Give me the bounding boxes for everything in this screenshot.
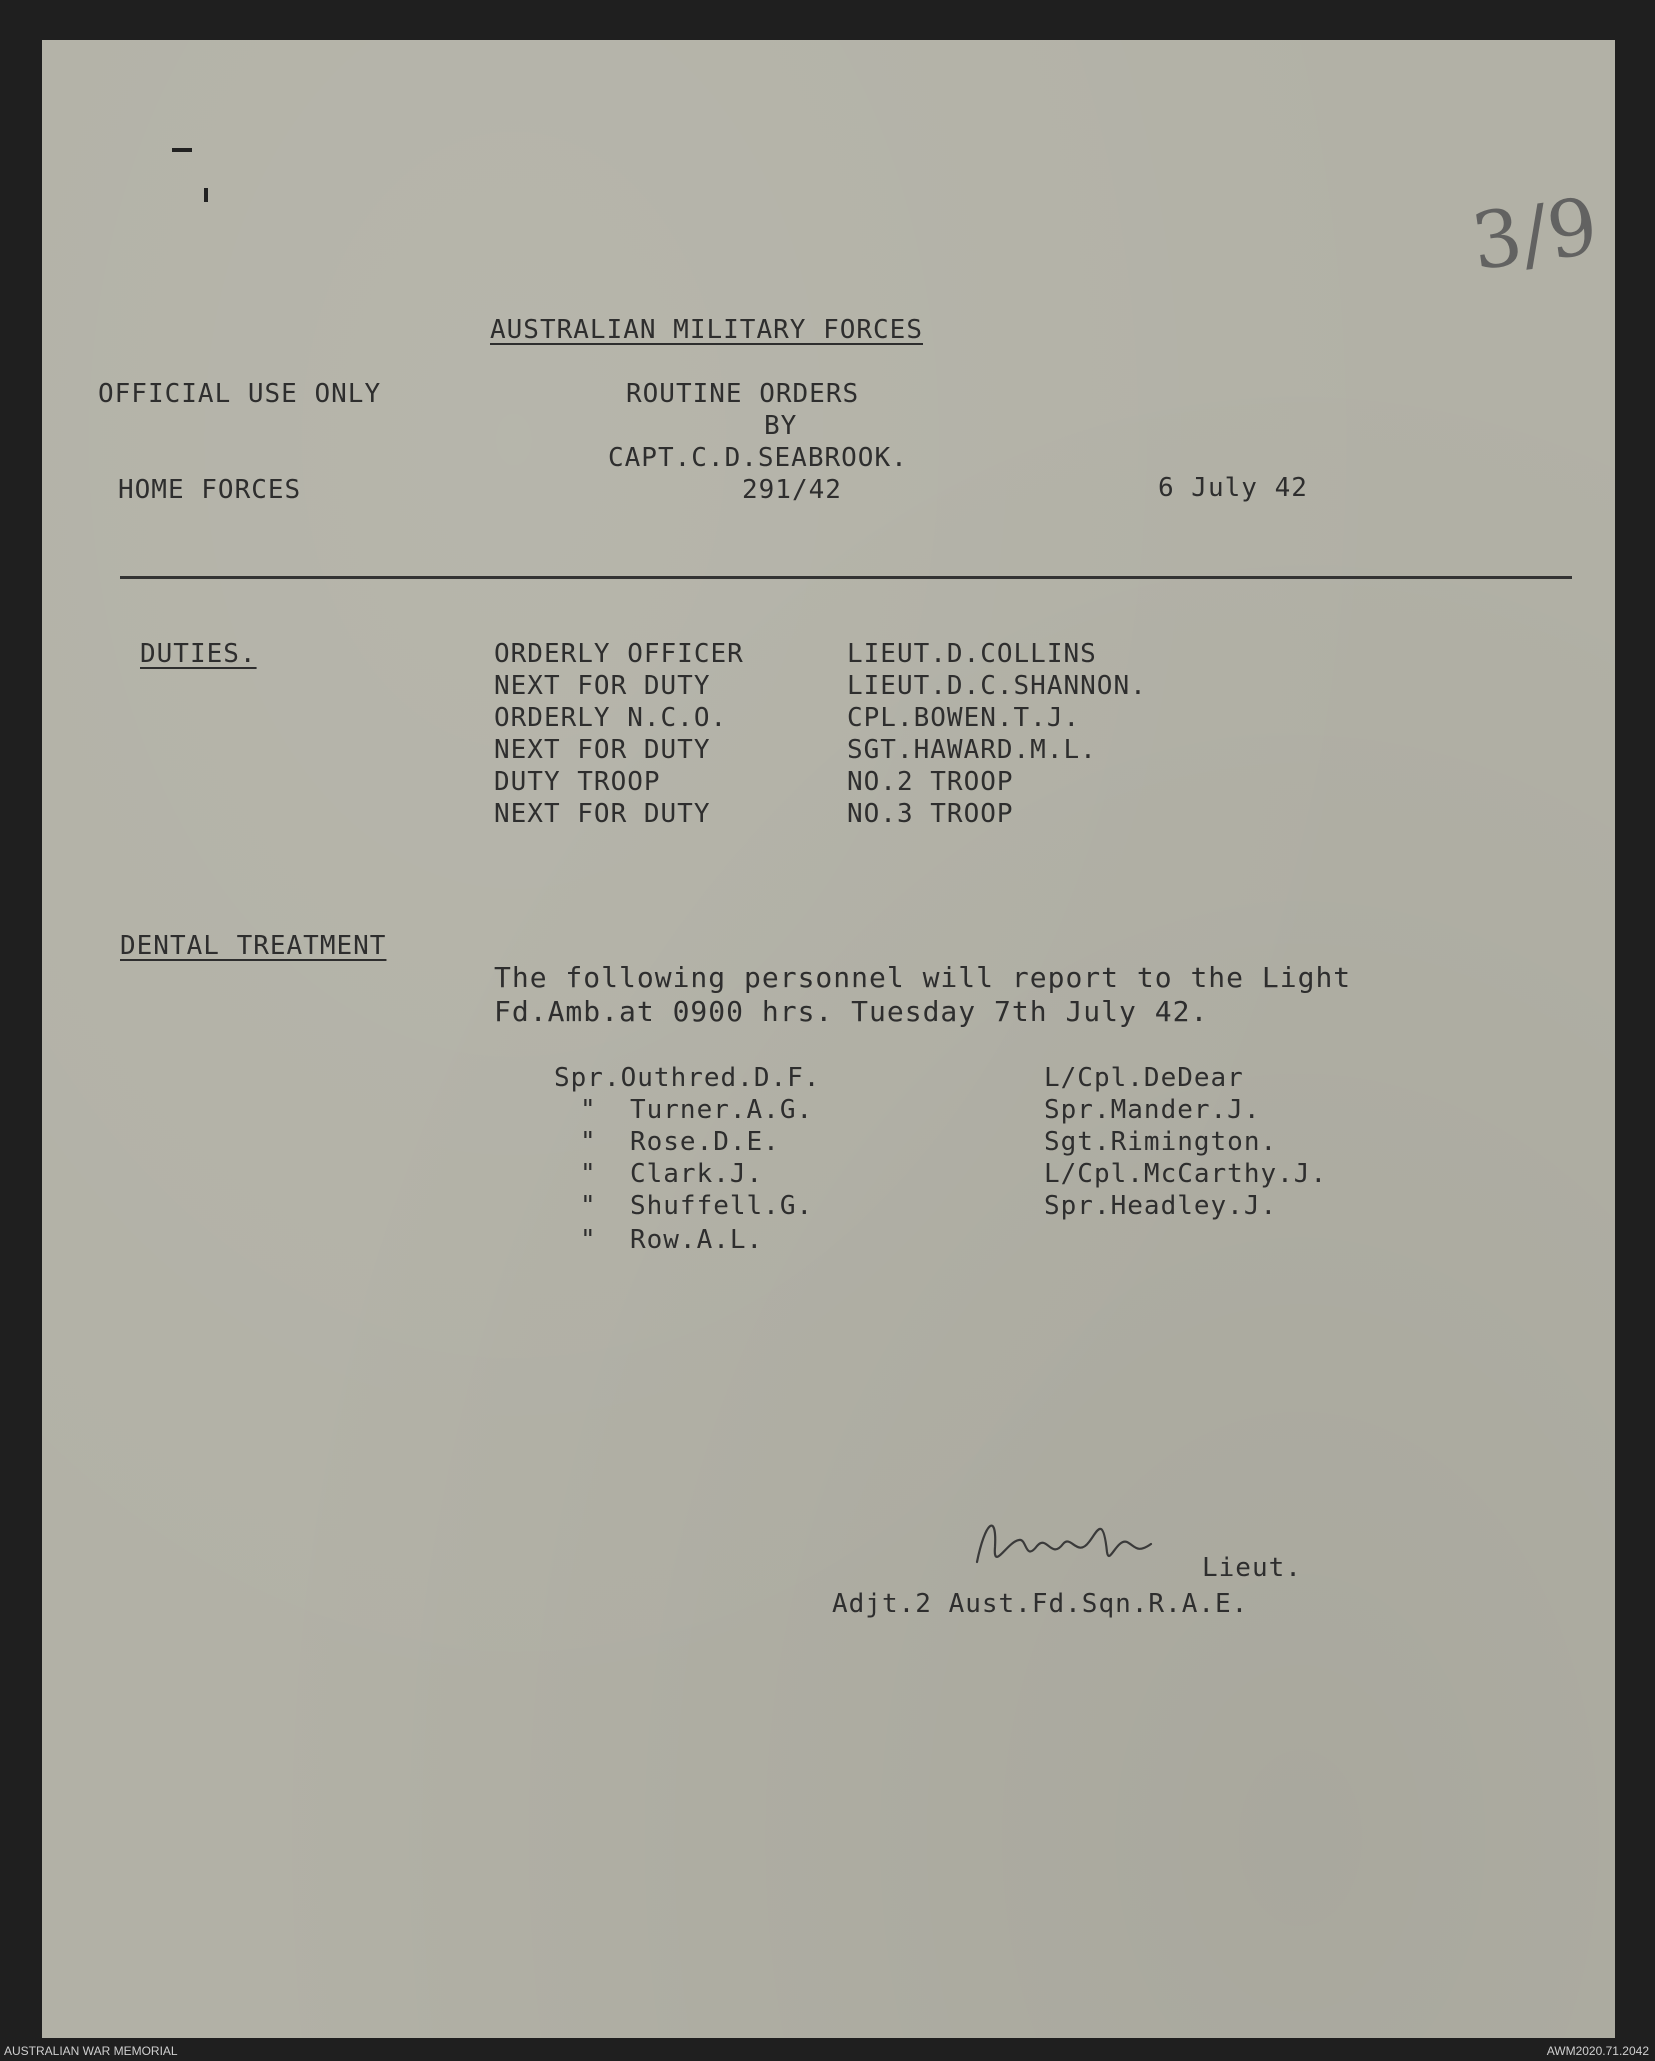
orders-heading-line-2: BY bbox=[764, 411, 798, 441]
dental-heading: DENTAL TREATMENT bbox=[120, 931, 387, 961]
personnel-entry: Spr.Outhred.D.F. bbox=[554, 1063, 821, 1093]
document-title: AUSTRALIAN MILITARY FORCES bbox=[490, 315, 923, 345]
order-date: 6 July 42 bbox=[1158, 473, 1308, 503]
footer-institution: AUSTRALIAN WAR MEMORIAL bbox=[4, 2044, 178, 2058]
signatory-rank: Lieut. bbox=[1202, 1553, 1302, 1583]
document-page bbox=[42, 40, 1615, 2038]
folio-number: 3/9 bbox=[1466, 181, 1604, 289]
command-label: HOME FORCES bbox=[118, 475, 302, 505]
ink-mark bbox=[172, 148, 192, 152]
personnel-entry: " Turner.A.G. bbox=[580, 1095, 814, 1125]
duty-role: DUTY TROOP bbox=[494, 767, 661, 797]
duty-role: NEXT FOR DUTY bbox=[494, 799, 711, 829]
personnel-entry: L/Cpl.McCarthy.J. bbox=[1044, 1159, 1328, 1189]
ink-mark bbox=[204, 188, 208, 202]
duty-assignee: LIEUT.D.COLLINS bbox=[847, 639, 1097, 669]
personnel-entry: Spr.Mander.J. bbox=[1044, 1095, 1261, 1125]
duties-heading: DUTIES. bbox=[140, 639, 257, 669]
duty-role: ORDERLY OFFICER bbox=[494, 639, 744, 669]
orders-heading-line-3: CAPT.C.D.SEABROOK. bbox=[608, 443, 908, 473]
personnel-entry: " Rose.D.E. bbox=[580, 1127, 780, 1157]
duty-assignee: CPL.BOWEN.T.J. bbox=[847, 703, 1081, 733]
signatory-appointment: Adjt.2 Aust.Fd.Sqn.R.A.E. bbox=[832, 1589, 1249, 1619]
duty-role: NEXT FOR DUTY bbox=[494, 735, 711, 765]
personnel-entry: Spr.Headley.J. bbox=[1044, 1191, 1278, 1221]
personnel-entry: Sgt.Rimington. bbox=[1044, 1127, 1278, 1157]
order-number: 291/42 bbox=[742, 475, 842, 505]
duty-assignee: NO.2 TROOP bbox=[847, 767, 1014, 797]
personnel-entry: L/Cpl.DeDear bbox=[1044, 1063, 1244, 1093]
duty-assignee: SGT.HAWARD.M.L. bbox=[847, 735, 1097, 765]
personnel-entry: " Row.A.L. bbox=[580, 1225, 764, 1255]
handwritten-signature bbox=[967, 1502, 1187, 1592]
header-divider bbox=[120, 576, 1572, 579]
classification-label: OFFICIAL USE ONLY bbox=[98, 379, 382, 409]
footer-accession-number: AWM2020.71.2042 bbox=[1546, 2044, 1649, 2058]
duty-role: ORDERLY N.C.O. bbox=[494, 703, 728, 733]
duty-assignee: LIEUT.D.C.SHANNON. bbox=[847, 671, 1147, 701]
dental-instruction-line-2: Fd.Amb.at 0900 hrs. Tuesday 7th July 42. bbox=[494, 995, 1209, 1028]
duty-role: NEXT FOR DUTY bbox=[494, 671, 711, 701]
personnel-entry: " Clark.J. bbox=[580, 1159, 764, 1189]
personnel-entry: " Shuffell.G. bbox=[580, 1191, 814, 1221]
duty-assignee: NO.3 TROOP bbox=[847, 799, 1014, 829]
dental-instruction-line-1: The following personnel will report to the Light bbox=[494, 961, 1352, 994]
orders-heading-line-1: ROUTINE ORDERS bbox=[626, 379, 860, 409]
